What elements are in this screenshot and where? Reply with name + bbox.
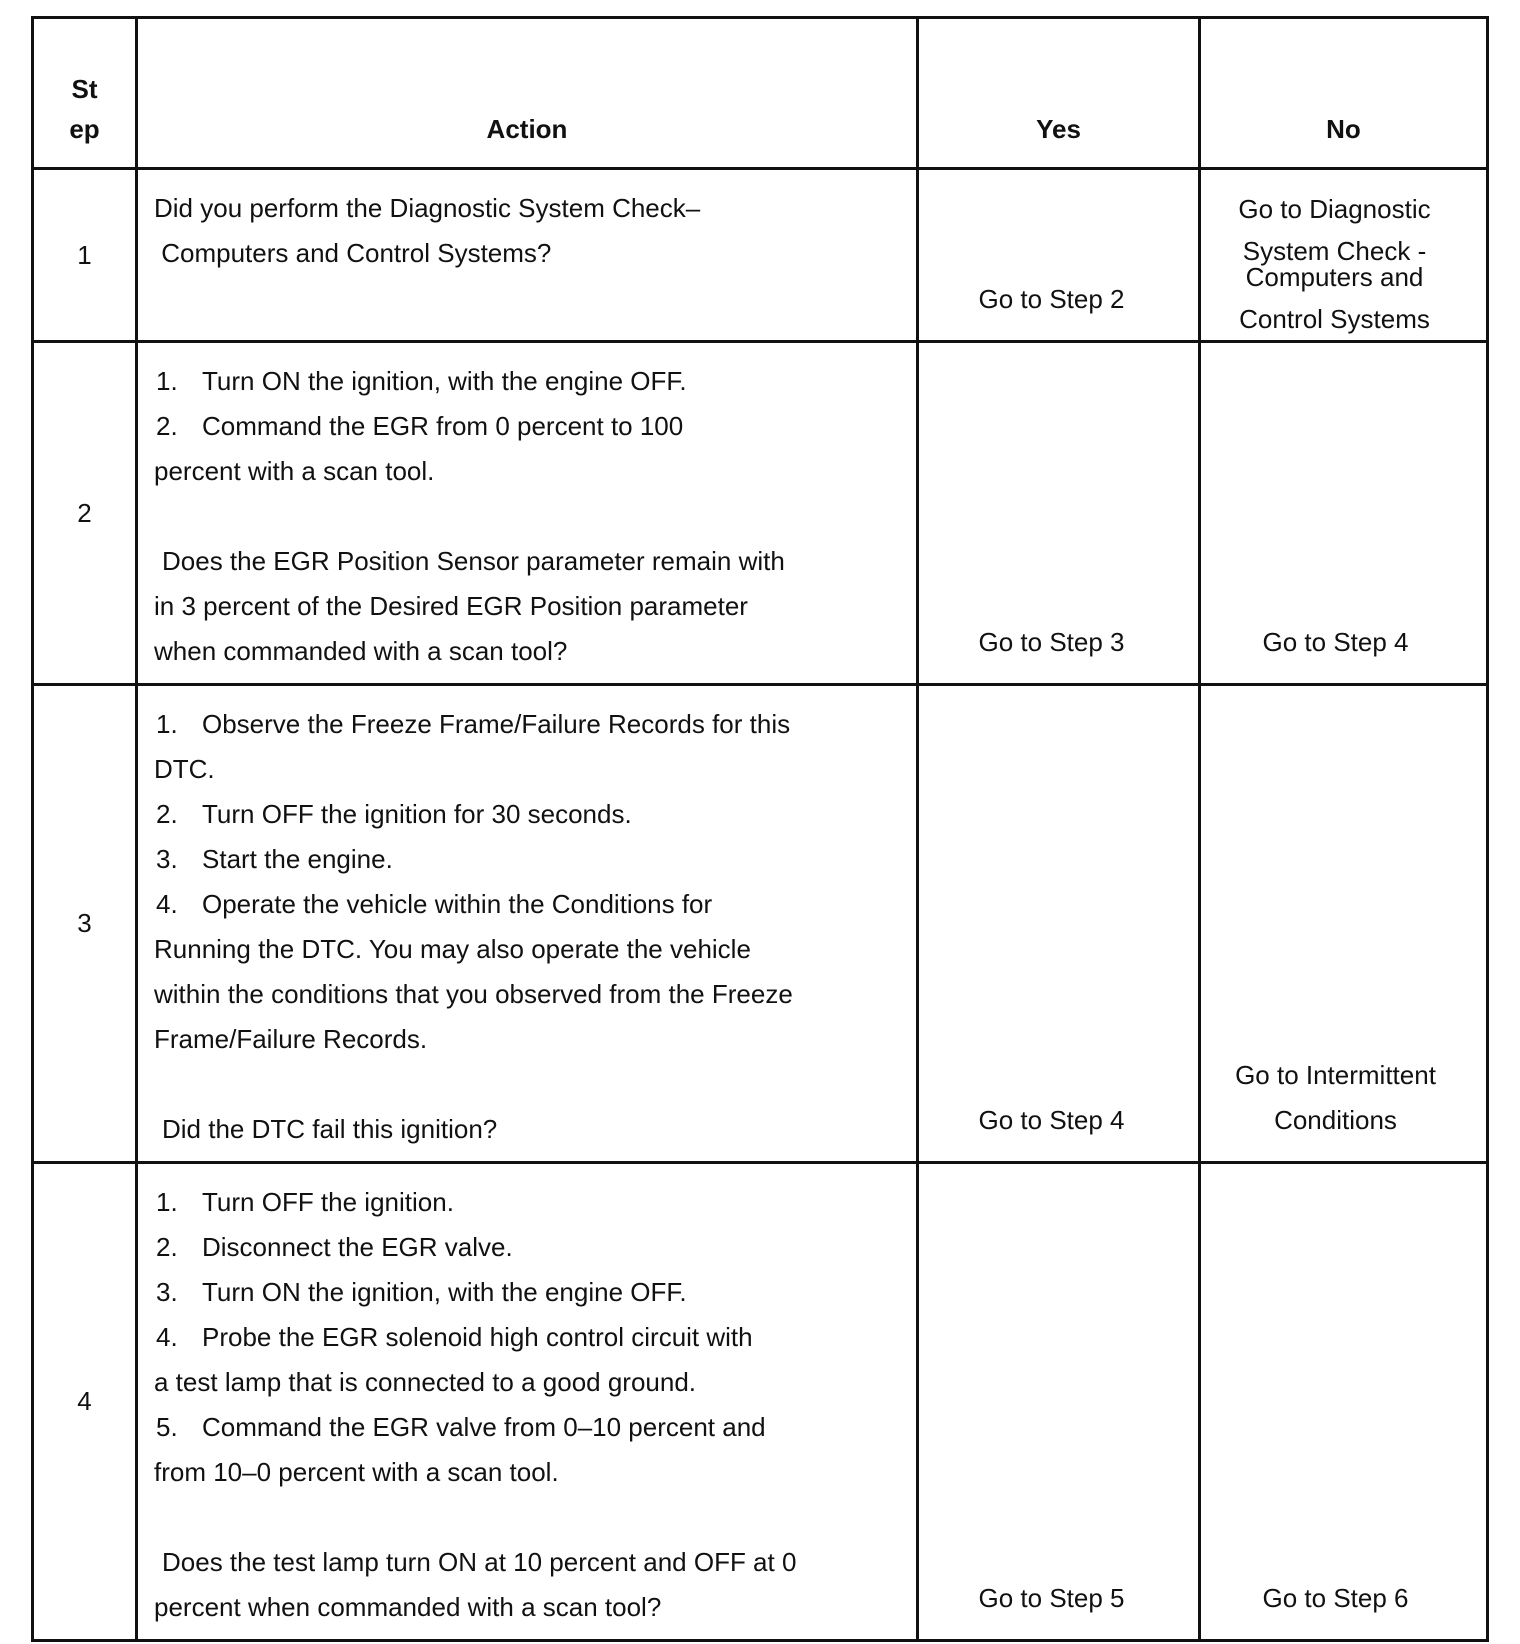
step-number: 4 <box>33 1163 137 1641</box>
no-line: Computers and <box>1245 262 1424 292</box>
action-item <box>154 837 916 882</box>
action-line: within the conditions that you observed from the Freeze <box>154 979 793 1009</box>
header-step-line: St <box>71 74 98 104</box>
header-action: Action <box>137 18 918 169</box>
step-number: 1 <box>33 169 137 342</box>
action-item <box>154 1405 916 1450</box>
header-step-line: ep <box>69 114 100 144</box>
item-text: Observe the Freeze Frame/Failure Records for this <box>202 709 791 739</box>
item-number: 2. <box>156 1232 178 1262</box>
action-line: DTC. <box>154 754 215 784</box>
action-line: percent with a scan tool. <box>154 456 435 486</box>
action-cell <box>137 1163 918 1641</box>
yes-link[interactable]: Go to Step 5 <box>978 1583 1125 1613</box>
item-number: 4. <box>156 1322 178 1352</box>
item-number: 2. <box>156 411 178 441</box>
item-number: 3. <box>156 844 178 874</box>
item-number: 2. <box>156 799 178 829</box>
question-line: Does the EGR Position Sensor parameter remain with <box>162 546 785 576</box>
action-line: from 10–0 percent with a scan tool. <box>154 1457 559 1487</box>
item-text: Operate the vehicle within the Conditions for <box>202 889 713 919</box>
yes-link[interactable]: Go to Step 3 <box>978 627 1125 657</box>
action-item <box>154 1180 916 1225</box>
question-line: Does the test lamp turn ON at 10 percent and OFF at 0 <box>162 1547 797 1577</box>
header-yes: Yes <box>918 18 1200 169</box>
action-line: Computers and Control Systems? <box>154 238 552 268</box>
no-link[interactable]: Go to Step 6 <box>1262 1583 1409 1613</box>
action-item <box>154 359 916 404</box>
action-line: Did you perform the Diagnostic System Check– <box>154 193 701 223</box>
step-number: 2 <box>33 342 137 685</box>
question-line: percent when commanded with a scan tool? <box>154 1592 662 1622</box>
question-line: in 3 percent of the Desired EGR Position parameter <box>154 591 748 621</box>
yes-cell <box>918 342 1200 685</box>
item-text: Probe the EGR solenoid high control circuit with <box>202 1322 753 1352</box>
action-item <box>154 1225 916 1270</box>
no-cell[interactable] <box>1200 169 1488 342</box>
item-text: Command the EGR valve from 0–10 percent and <box>202 1412 766 1442</box>
item-number: 4. <box>156 889 178 919</box>
yes-link[interactable]: Go to Step 2 <box>978 284 1125 314</box>
item-number: 5. <box>156 1412 178 1442</box>
item-number: 3. <box>156 1277 178 1307</box>
item-text: Start the engine. <box>202 844 393 874</box>
action-item <box>154 792 916 837</box>
step-number: 3 <box>33 685 137 1163</box>
item-number: 1. <box>156 709 178 739</box>
yes-cell <box>918 685 1200 1163</box>
action-item <box>154 882 916 927</box>
action-cell <box>137 685 918 1163</box>
no-line: Control Systems <box>1239 304 1430 334</box>
item-text: Command the EGR from 0 percent to 100 <box>202 411 684 441</box>
no-link[interactable]: Go to Step 4 <box>1262 627 1409 657</box>
table-row <box>33 1163 1488 1641</box>
yes-cell <box>918 1163 1200 1641</box>
yes-link[interactable]: Go to Step 4 <box>978 1105 1125 1135</box>
item-number: 1. <box>156 1187 178 1217</box>
no-cell[interactable] <box>1200 685 1488 1163</box>
question-line: Did the DTC fail this ignition? <box>162 1114 498 1144</box>
no-line: System Check - <box>1242 236 1427 266</box>
table-row <box>33 342 1488 685</box>
header-row <box>33 18 1488 169</box>
action-item <box>154 702 916 747</box>
table-row <box>33 169 1488 342</box>
no-line: Go to Intermittent <box>1235 1060 1436 1090</box>
item-text: Turn OFF the ignition for 30 seconds. <box>202 799 632 829</box>
table-row <box>33 685 1488 1163</box>
item-number: 1. <box>156 366 178 396</box>
action-line: Frame/Failure Records. <box>154 1024 428 1054</box>
diagnostic-table <box>31 16 1489 1642</box>
question-line: when commanded with a scan tool? <box>154 636 568 666</box>
item-text: Turn ON the ignition, with the engine OFF. <box>202 366 687 396</box>
action-item <box>154 1315 916 1360</box>
action-cell <box>137 342 918 685</box>
header-step <box>33 18 137 169</box>
action-line: a test lamp that is connected to a good ground. <box>154 1367 697 1397</box>
header-no: No <box>1200 18 1488 169</box>
action-item <box>154 404 916 449</box>
item-text: Turn ON the ignition, with the engine OFF. <box>202 1277 687 1307</box>
item-text: Disconnect the EGR valve. <box>202 1232 513 1262</box>
no-line: Go to Diagnostic <box>1238 194 1431 224</box>
item-text: Turn OFF the ignition. <box>202 1187 454 1217</box>
no-line: Conditions <box>1274 1105 1397 1135</box>
action-item <box>154 1270 916 1315</box>
no-cell <box>1200 1163 1488 1641</box>
yes-cell <box>918 169 1200 342</box>
no-cell <box>1200 342 1488 685</box>
action-line: Running the DTC. You may also operate the vehicle <box>154 934 751 964</box>
action-cell <box>137 169 918 342</box>
